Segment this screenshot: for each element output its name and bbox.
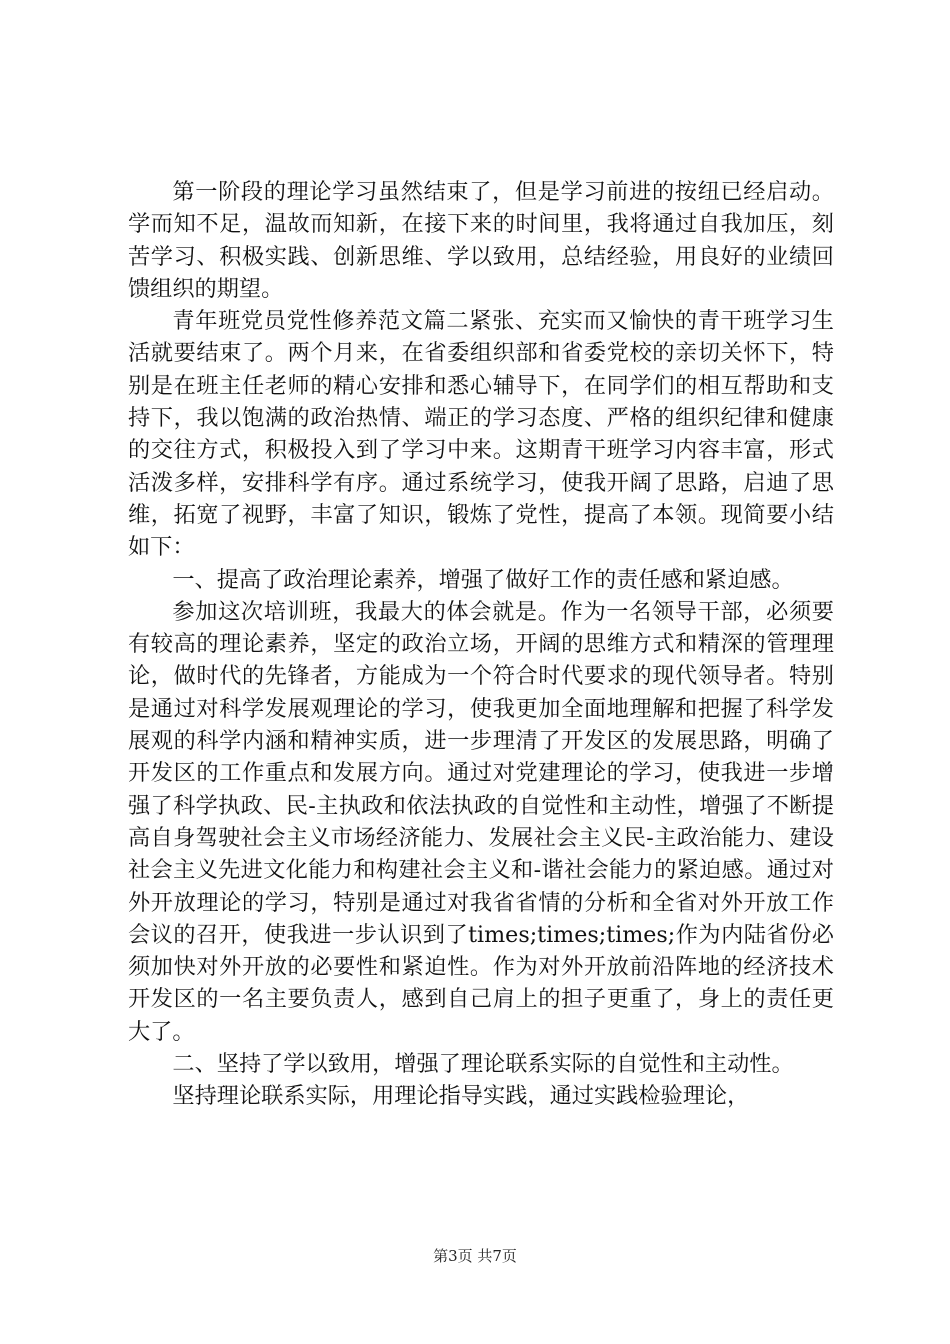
paragraph-training-experience: 参加这次培训班，我最大的体会就是。作为一名领导干部，必须要有较高的理论素养，坚定的政治立场，开阔的思维方式和精深的管理理论，做时代的先锋者，方能成为一个符合时代要求的现代领导者。特别是通过对科学发展观理论的学习，使我更加全面地理解和把握了科学发展观的科学内涵和精神实质，进一步理清了开发区的发展思路，明确了开发区的工作重点和发展方向。通过对党建理论的学习，使我进一步增强了科学执政、民-主执政和依法执政的自觉性和主动性，增强了不断提高自身驾驶社会主义市场经济能力、发展社会主义民-主政治能力、建设社会主义先进文化能力和构建社会主义和-谐社会能力的紧迫感。通过对外开放理论的学习，特别是通过对我省省情的分析和全省对外开放工作会议的召开，使我进一步认识到了times;times;times;作为内陆省份必须加快对外开放的必要性和紧迫性。作为对外开放前沿阵地的经济技术开发区的一名主要负责人，感到自己肩上的担子更重了，身上的责任更大了。: [128, 598, 834, 1045]
section-heading-two: 二、坚持了学以致用，增强了理论联系实际的自觉性和主动性。: [172, 1051, 794, 1078]
section-heading-one: 一、提高了政治理论素养，增强了做好工作的责任感和紧迫感。: [172, 566, 794, 593]
page-number-footer: 第3页 共7页: [433, 1247, 517, 1265]
document-body: [128, 176, 834, 1113]
paragraph-stage-one-summary: 第一阶段的理论学习虽然结束了，但是学习前进的按纽已经启动。学而知不足，温故而知新，在接下来的时间里，我将通过自我加压，刻苦学习、积极实践、创新思维、学以致用，总结经验，用良好的业绩回馈组织的期望。: [128, 179, 834, 302]
paragraph-youth-class-intro: 青年班党员党性修养范文篇二紧张、充实而又愉快的青干班学习生活就要结束了。两个月来，在省委组织部和省委党校的亲切关怀下，特别是在班主任老师的精心安排和悉心辅导下，在同学们的相互帮助和支持下，我以饱满的政治热情、端正的学习态度、严格的组织纪律和健康的交往方式，积极投入到了学习中来。这期青干班学习内容丰富，形式活泼多样，安排科学有序。通过系统学习，使我开阔了思路，启迪了思维，拓宽了视野，丰富了知识，锻炼了党性，提高了本领。现简要小结如下：: [128, 308, 834, 561]
paragraph-theory-practice: 坚持理论联系实际，用理论指导实践，通过实践检验理论，: [172, 1083, 750, 1110]
